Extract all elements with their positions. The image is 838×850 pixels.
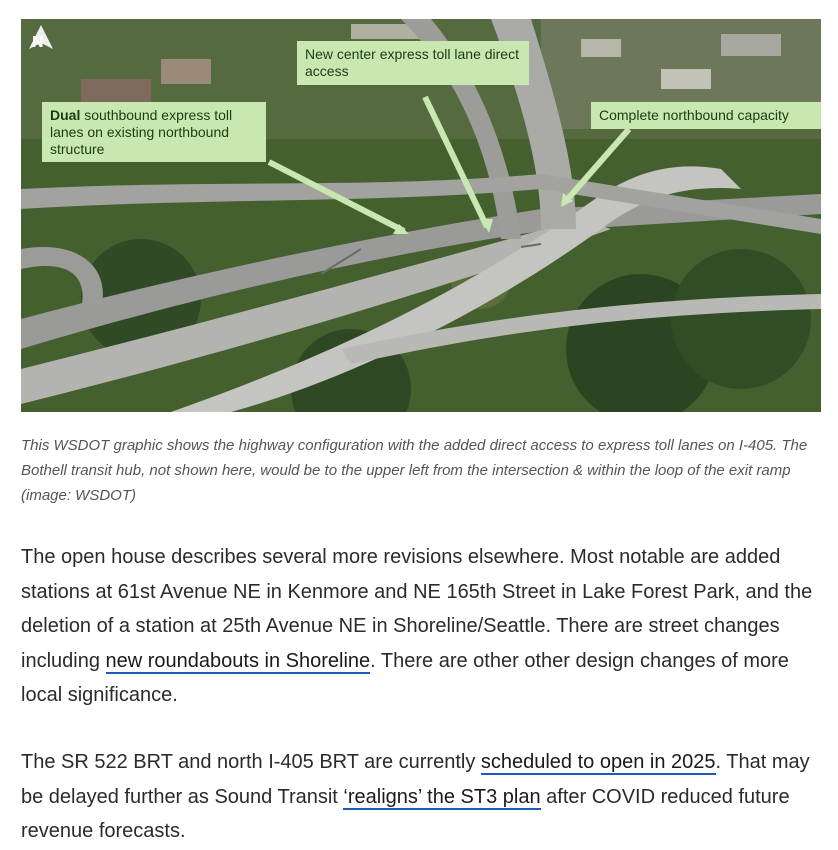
paragraph-schedule: [21, 745, 833, 849]
paragraph-revisions: [21, 540, 833, 713]
para1-text-after: . There are other other design changes of more local significance.: [21, 649, 789, 706]
callout-center-text: New center express toll lane direct access: [305, 46, 519, 79]
link-new-roundabouts[interactable]: new roundabouts in Shoreline: [105, 649, 371, 672]
para2-text-before: The SR 522 BRT and north I-405 BRT are currently: [21, 751, 481, 773]
callout-center-access: [297, 41, 529, 85]
callout-dual-text: southbound express toll lanes on existing northbound structure: [50, 107, 233, 157]
link-scheduled-to-open[interactable]: scheduled to open in 2025: [480, 751, 716, 773]
north-arrow-label: N: [32, 34, 44, 51]
callout-dual-bold: Dual: [50, 107, 81, 123]
para2-text-middle: . That may be delayed further as Sound Transit: [21, 751, 810, 808]
link-realigns-st3[interactable]: ‘realigns’ the ST3 plan: [343, 785, 541, 808]
wsdot-interchange-image: [21, 19, 821, 412]
para1-text-before: The open house describes several more revisions elsewhere. Most notable are added stations at 61st Avenue NE in Kenmore and NE 165th Street in Lake Forest Park, and the deletion of a station at 25th Avenue NE in Shoreline/Seattle. There are street changes including: [21, 546, 813, 672]
callout-complete-text: Complete northbound capacity: [599, 107, 789, 123]
callout-dual-southbound: [42, 102, 266, 162]
callout-complete-northbound: [591, 102, 821, 129]
para2-text-after: after COVID reduced future revenue forecasts.: [21, 785, 790, 842]
image-caption: This WSDOT graphic shows the highway configuration with the added direct access to express toll lanes on I-405. The Bothell transit hub, not shown here, would be to the upper left from the intersection & within the loop of the exit ramp (image: WSDOT): [21, 437, 808, 504]
